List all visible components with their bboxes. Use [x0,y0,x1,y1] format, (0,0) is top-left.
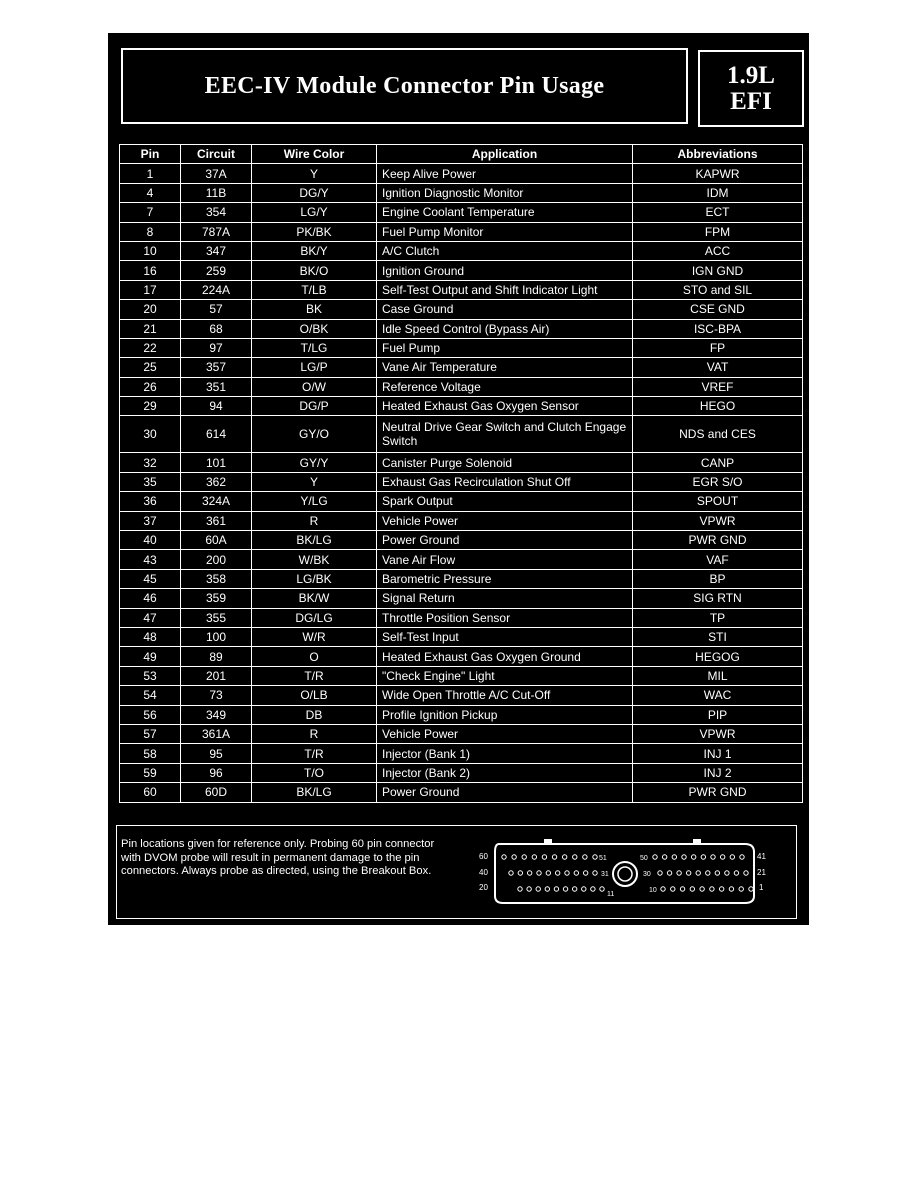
circuit-cell: 787A [181,222,252,241]
wire-color-cell: BK/LG [252,783,377,802]
application-cell: A/C Clutch [377,241,633,260]
circuit-cell: 60A [181,531,252,550]
pin-cell: 10 [120,241,181,260]
wire-color-cell: O/LB [252,686,377,705]
connector-pin [509,871,513,875]
table-row [120,511,803,530]
table-header-row [120,145,803,164]
connector-pin [662,855,666,859]
application-cell: Vane Air Temperature [377,358,633,377]
application-cell: Idle Speed Control (Bypass Air) [377,319,633,338]
circuit-cell: 351 [181,377,252,396]
wire-color-cell: W/BK [252,550,377,569]
connector-pin [542,855,546,859]
pin-cell: 45 [120,569,181,588]
application-cell: "Check Engine" Light [377,666,633,685]
wire-color-cell: GY/O [252,416,377,453]
table-row [120,666,803,685]
application-cell: Canister Purge Solenoid [377,453,633,472]
pin-cell: 16 [120,261,181,280]
pin-cell: 26 [120,377,181,396]
wire-color-cell: DG/P [252,397,377,416]
abbreviation-cell: VPWR [633,511,803,530]
wire-color-cell: Y/LG [252,492,377,511]
header-circuit: Circuit [181,145,252,164]
abbreviation-cell: VPWR [633,724,803,743]
wire-color-cell: Y [252,472,377,491]
connector-center-bolt [613,862,637,886]
table-row [120,416,803,453]
notes-box [116,825,797,919]
abbreviation-cell: WAC [633,686,803,705]
abbreviation-cell: IDM [633,183,803,202]
circuit-cell: 259 [181,261,252,280]
application-cell: Ignition Ground [377,261,633,280]
abbreviation-cell: BP [633,569,803,588]
table-row [120,203,803,222]
connector-pin [522,855,526,859]
pin-cell: 57 [120,724,181,743]
application-cell: Power Ground [377,531,633,550]
connector-pin [711,855,715,859]
connector-pin [671,887,675,891]
wire-color-cell: R [252,724,377,743]
application-cell: Heated Exhaust Gas Oxygen Sensor [377,397,633,416]
connector-pin [734,871,738,875]
header-wire-color: Wire Color [252,145,377,164]
wire-color-cell: DG/LG [252,608,377,627]
circuit-cell: 11B [181,183,252,202]
table-row [120,338,803,357]
circuit-cell: 362 [181,472,252,491]
header-abbreviations: Abbreviations [633,145,803,164]
connector-pin [537,871,541,875]
wire-color-cell: O/BK [252,319,377,338]
abbreviation-cell: HEGO [633,397,803,416]
pin-cell: 40 [120,531,181,550]
connector-pin [739,887,743,891]
connector-pin [653,855,657,859]
circuit-cell: 101 [181,453,252,472]
abbreviation-cell: STI [633,627,803,646]
connector-pin [527,887,531,891]
connector-pin [583,871,587,875]
pin-cell: 22 [120,338,181,357]
circuit-cell: 354 [181,203,252,222]
circuit-cell: 361 [181,511,252,530]
abbreviation-cell: ECT [633,203,803,222]
abbreviation-cell: IGN GND [633,261,803,280]
circuit-cell: 201 [181,666,252,685]
connector-pin [546,871,550,875]
circuit-cell: 100 [181,627,252,646]
label-30: 30 [643,871,651,878]
connector-pin [565,871,569,875]
wire-color-cell: T/R [252,744,377,763]
connector-pin [527,871,531,875]
connector-pin [536,887,540,891]
connector-pin [672,855,676,859]
abbreviation-cell: NDS and CES [633,416,803,453]
connector-pin [532,855,536,859]
table-row [120,358,803,377]
connector-pin [563,887,567,891]
engine-badge [698,50,804,127]
application-cell: Ignition Diagnostic Monitor [377,183,633,202]
wire-color-cell: BK/O [252,261,377,280]
table-row [120,280,803,299]
application-cell: Signal Return [377,589,633,608]
table-row [120,397,803,416]
label-60: 60 [479,852,488,861]
wire-color-cell: LG/P [252,358,377,377]
abbreviation-cell: SPOUT [633,492,803,511]
connector-pin [740,855,744,859]
connector-pin [730,855,734,859]
abbreviation-cell: ACC [633,241,803,260]
circuit-cell: 324A [181,492,252,511]
abbreviation-cell: PIP [633,705,803,724]
application-cell: Neutral Drive Gear Switch and Clutch Engage Switch [377,416,633,453]
header-pin: Pin [120,145,181,164]
pin-cell: 37 [120,511,181,530]
pin-cell: 60 [120,783,181,802]
pin-cell: 21 [120,319,181,338]
abbreviation-cell: TP [633,608,803,627]
connector-pin [729,887,733,891]
pin-cell: 20 [120,300,181,319]
connector-pin [720,855,724,859]
connector-pin [719,887,723,891]
wire-color-cell: LG/Y [252,203,377,222]
connector-key-left [544,839,552,844]
label-40: 40 [479,868,488,877]
abbreviation-cell: ISC-BPA [633,319,803,338]
pin-cell: 47 [120,608,181,627]
connector-pin [552,855,556,859]
label-11: 11 [607,891,615,898]
connector-pin [593,871,597,875]
application-cell: Self-Test Output and Shift Indicator Light [377,280,633,299]
application-cell: Heated Exhaust Gas Oxygen Ground [377,647,633,666]
abbreviation-cell: KAPWR [633,164,803,183]
connector-pin [518,871,522,875]
wire-color-cell: R [252,511,377,530]
circuit-cell: 94 [181,397,252,416]
pin-cell: 58 [120,744,181,763]
circuit-cell: 357 [181,358,252,377]
table-row [120,241,803,260]
connector-pin [518,887,522,891]
connector-pin [572,887,576,891]
wire-color-cell: DG/Y [252,183,377,202]
connector-pin [710,887,714,891]
wire-color-cell: Y [252,164,377,183]
circuit-cell: 96 [181,763,252,782]
connector-diagram [467,826,797,918]
abbreviation-cell: VAT [633,358,803,377]
connector-pin [661,887,665,891]
circuit-cell: 359 [181,589,252,608]
application-cell: Vehicle Power [377,511,633,530]
document-page [108,33,809,925]
circuit-cell: 60D [181,783,252,802]
title-box [121,48,688,124]
page-title: EEC-IV Module Connector Pin Usage [204,72,605,99]
application-cell: Injector (Bank 1) [377,744,633,763]
application-cell: Power Ground [377,783,633,802]
pin-cell: 29 [120,397,181,416]
connector-pin [690,887,694,891]
connector-pin [696,871,700,875]
circuit-cell: 349 [181,705,252,724]
wire-color-cell: T/O [252,763,377,782]
circuit-cell: 89 [181,647,252,666]
table-row [120,550,803,569]
pin-cell: 54 [120,686,181,705]
circuit-cell: 200 [181,550,252,569]
connector-pin [667,871,671,875]
circuit-cell: 224A [181,280,252,299]
circuit-cell: 57 [181,300,252,319]
label-10: 10 [649,887,657,894]
table-row [120,744,803,763]
wire-color-cell: W/R [252,627,377,646]
connector-pin [682,855,686,859]
pin-cell: 56 [120,705,181,724]
connector-pin [701,855,705,859]
wire-color-cell: T/LG [252,338,377,357]
probe-warning-note: Pin locations given for reference only. Probing 60 pin connector with DVOM probe will result in permanent damage to the pin connectors. Always probe as directed, using the Breakout Box. [121,838,435,877]
connector-pin [502,855,506,859]
table-row [120,453,803,472]
connector-pin [600,887,604,891]
application-cell: Barometric Pressure [377,569,633,588]
circuit-cell: 355 [181,608,252,627]
pin-cell: 32 [120,453,181,472]
connector-pin [725,871,729,875]
pin-cell: 59 [120,763,181,782]
wire-color-cell: BK [252,300,377,319]
connector-pin [658,871,662,875]
connector-pin [591,887,595,891]
circuit-cell: 614 [181,416,252,453]
abbreviation-cell: SIG RTN [633,589,803,608]
table-row [120,300,803,319]
table-row [120,319,803,338]
pin-cell: 43 [120,550,181,569]
pin-cell: 36 [120,492,181,511]
circuit-cell: 68 [181,319,252,338]
abbreviation-cell: MIL [633,666,803,685]
pin-cell: 25 [120,358,181,377]
application-cell: Profile Ignition Pickup [377,705,633,724]
table-row [120,472,803,491]
label-21: 21 [757,868,766,877]
circuit-cell: 37A [181,164,252,183]
label-20: 20 [479,883,488,892]
application-cell: Fuel Pump [377,338,633,357]
label-1: 1 [759,883,764,892]
application-cell: Wide Open Throttle A/C Cut-Off [377,686,633,705]
application-cell: Reference Voltage [377,377,633,396]
abbreviation-cell: INJ 1 [633,744,803,763]
engine-type: EFI [730,87,772,115]
table-row [120,164,803,183]
label-41: 41 [757,852,766,861]
application-cell: Fuel Pump Monitor [377,222,633,241]
circuit-cell: 95 [181,744,252,763]
abbreviation-cell: FPM [633,222,803,241]
application-cell: Engine Coolant Temperature [377,203,633,222]
pin-cell: 30 [120,416,181,453]
application-cell: Vehicle Power [377,724,633,743]
wire-color-cell: LG/BK [252,569,377,588]
connector-pin [749,887,753,891]
pin-usage-table [119,144,803,803]
abbreviation-cell: VREF [633,377,803,396]
table-row [120,627,803,646]
table-body [120,164,803,802]
application-cell: Keep Alive Power [377,164,633,183]
connector-pin [744,871,748,875]
pin-cell: 49 [120,647,181,666]
connector-key-right [693,839,701,844]
abbreviation-cell: CANP [633,453,803,472]
connector-pin [582,887,586,891]
abbreviation-cell: VAF [633,550,803,569]
circuit-cell: 73 [181,686,252,705]
wire-color-cell: BK/Y [252,241,377,260]
abbreviation-cell: INJ 2 [633,763,803,782]
wire-color-cell: O/W [252,377,377,396]
wire-color-cell: T/LB [252,280,377,299]
connector-pin [562,855,566,859]
connector-pin [554,887,558,891]
connector-pin [691,855,695,859]
wire-color-cell: T/R [252,666,377,685]
circuit-cell: 358 [181,569,252,588]
circuit-cell: 361A [181,724,252,743]
connector-pin [583,855,587,859]
application-cell: Case Ground [377,300,633,319]
wire-color-cell: PK/BK [252,222,377,241]
table-row [120,705,803,724]
table-row [120,783,803,802]
application-cell: Injector (Bank 2) [377,763,633,782]
table-row [120,569,803,588]
wire-color-cell: O [252,647,377,666]
application-cell: Vane Air Flow [377,550,633,569]
pin-cell: 8 [120,222,181,241]
connector-pin [593,855,597,859]
connector-pin [574,871,578,875]
table-row [120,261,803,280]
pin-cell: 4 [120,183,181,202]
table-row [120,531,803,550]
table-row [120,377,803,396]
label-51: 51 [599,855,607,862]
circuit-cell: 347 [181,241,252,260]
pin-cell: 1 [120,164,181,183]
pin-cell: 53 [120,666,181,685]
connector-pin [686,871,690,875]
application-cell: Spark Output [377,492,633,511]
connector-pin [555,871,559,875]
wire-color-cell: GY/Y [252,453,377,472]
abbreviation-cell: FP [633,338,803,357]
table-row [120,589,803,608]
connector-pin [700,887,704,891]
abbreviation-cell: EGR S/O [633,472,803,491]
application-cell: Throttle Position Sensor [377,608,633,627]
abbreviation-cell: PWR GND [633,531,803,550]
table-row [120,608,803,627]
wire-color-cell: BK/LG [252,531,377,550]
pin-cell: 48 [120,627,181,646]
pin-cell: 7 [120,203,181,222]
wire-color-cell: DB [252,705,377,724]
table-row [120,222,803,241]
application-cell: Self-Test Input [377,627,633,646]
pin-cell: 46 [120,589,181,608]
header-application: Application [377,145,633,164]
abbreviation-cell: HEGOG [633,647,803,666]
connector-pin [573,855,577,859]
application-cell: Exhaust Gas Recirculation Shut Off [377,472,633,491]
table-row [120,492,803,511]
wire-color-cell: BK/W [252,589,377,608]
table-row [120,724,803,743]
connector-pin [545,887,549,891]
connector-pin [680,887,684,891]
label-50: 50 [640,855,648,862]
connector-pin [706,871,710,875]
label-31: 31 [601,871,609,878]
connector-pin [677,871,681,875]
connector-pin [512,855,516,859]
circuit-cell: 97 [181,338,252,357]
table-row [120,763,803,782]
abbreviation-cell: PWR GND [633,783,803,802]
abbreviation-cell: STO and SIL [633,280,803,299]
table-row [120,647,803,666]
pin-cell: 35 [120,472,181,491]
abbreviation-cell: CSE GND [633,300,803,319]
pin-cell: 17 [120,280,181,299]
connector-pin [715,871,719,875]
engine-size: 1.9L [727,61,775,89]
table-row [120,183,803,202]
table-row [120,686,803,705]
